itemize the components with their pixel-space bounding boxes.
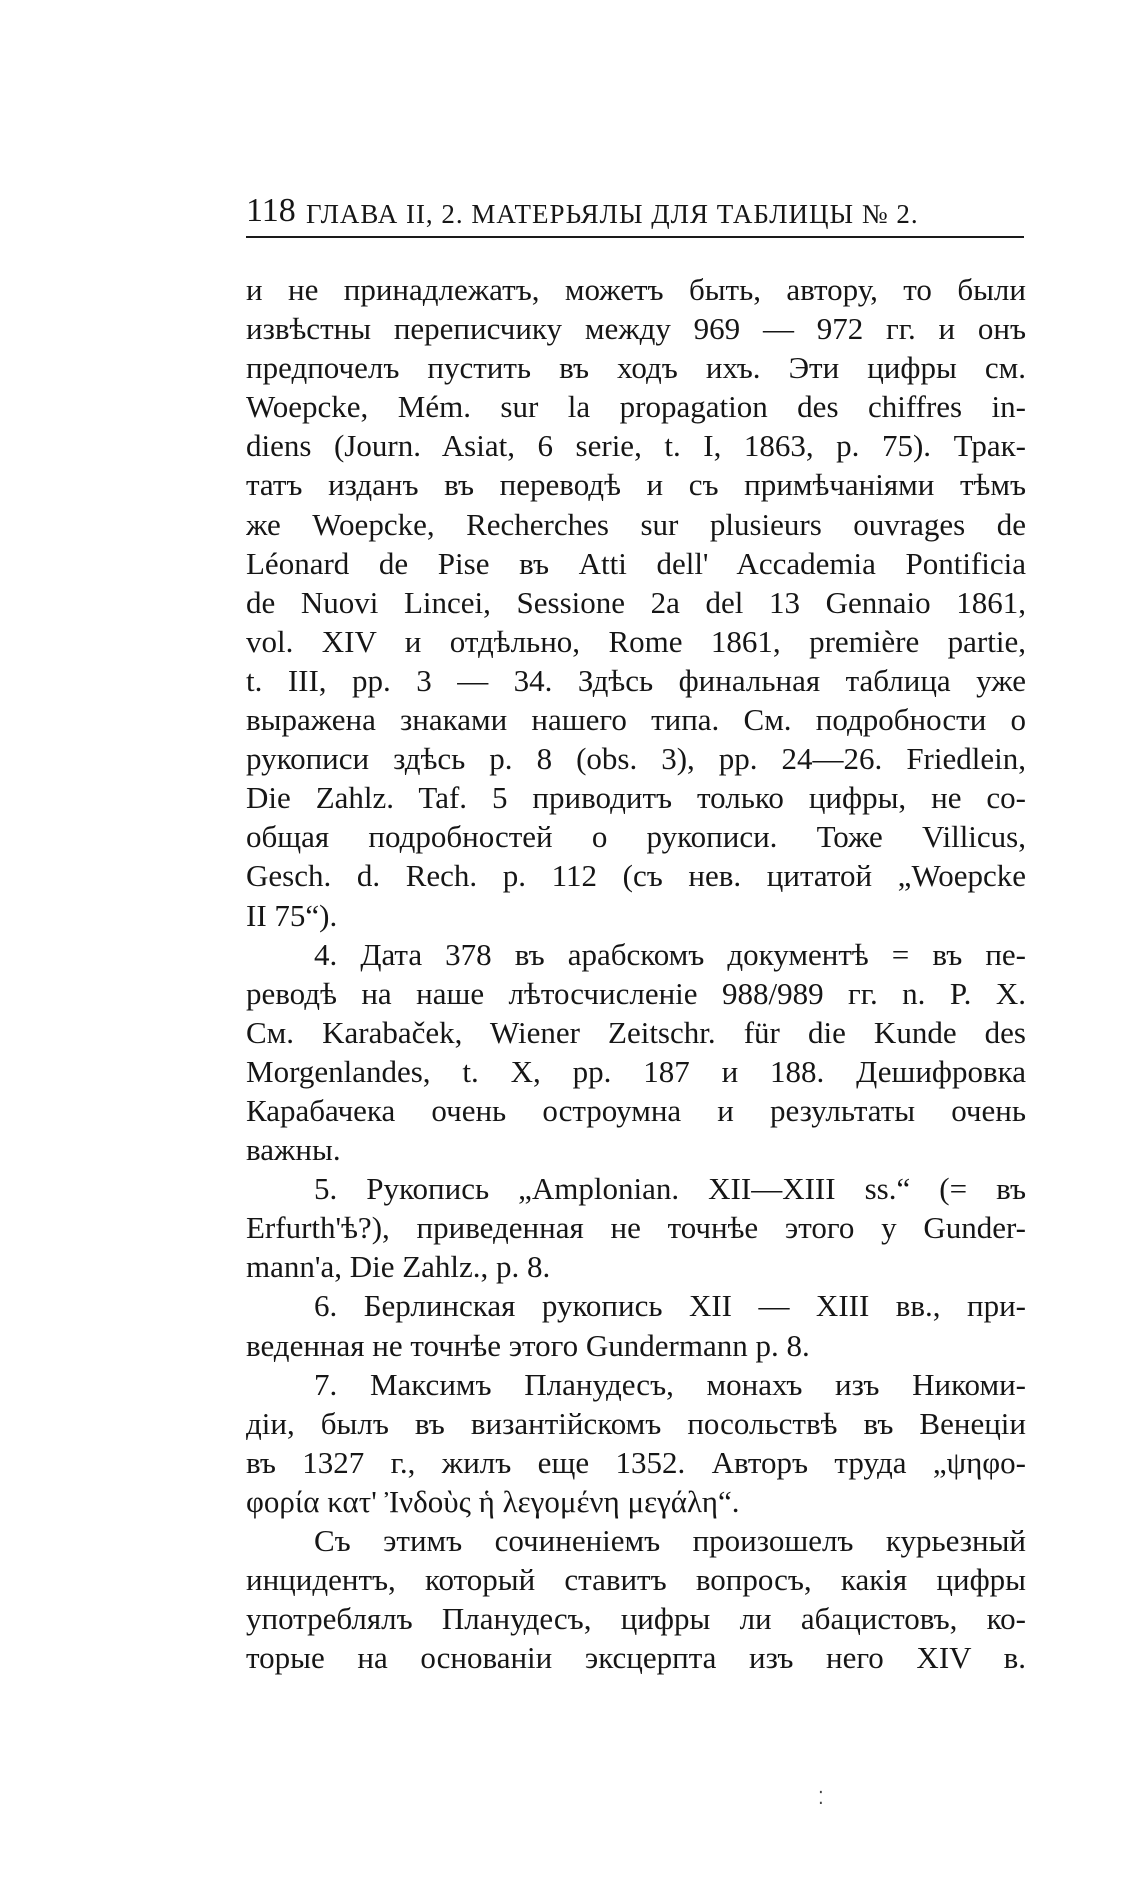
text-line: діи, былъ въ византійскомъ посольствѣ въ Венеціи — [246, 1405, 1026, 1441]
text-line: веденная не точнѣе этого Gundermann p. 8. — [246, 1327, 810, 1363]
text-line: въ 1327 г., жилъ еще 1352. Авторъ труда „ψηφο- — [246, 1444, 1026, 1480]
text-line: Morgenlandes, t. X, pp. 187 и 188. Дешифровка — [246, 1053, 1026, 1089]
text-line: же Woepcke, Recherches sur plusieurs ouvrages de — [246, 506, 1026, 542]
text-line: 7. Максимъ Планудесъ, монахъ изъ Никоми- — [314, 1366, 1026, 1402]
text-line: См. Karabaček, Wiener Zeitschr. für die Kunde des — [246, 1014, 1026, 1050]
text-line: II 75“). — [246, 897, 338, 933]
text-line: Erfurth'ѣ?), приведенная не точнѣе этого у Gunder- — [246, 1210, 1026, 1246]
text-line: реводѣ на наше лѣтосчисленіе 988/989 гг. n. P. X. — [246, 975, 1026, 1011]
text-line: t. III, pp. 3 — 34. Здѣсь финальная таблица уже — [246, 662, 1026, 698]
text-line: Woepcke, Mém. sur la propagation des chiffres in- — [246, 389, 1026, 425]
page-number: 118 — [246, 192, 296, 229]
text-line: Gesch. d. Rech. p. 112 (съ нев. цитатой „Woepcke — [246, 858, 1026, 894]
text-line: 5. Рукопись „Amplonian. XII—XIII ss.“ (= въ — [314, 1171, 1026, 1207]
text-line: общая подробностей о рукописи. Тоже Villicus, — [246, 819, 1026, 855]
body-text — [246, 270, 1026, 1677]
text-line: и не принадлежатъ, можетъ быть, автору, то были — [246, 272, 1026, 307]
page-header — [246, 192, 1024, 238]
text-line: diens (Journ. Asiat, 6 serie, t. I, 1863, p. 75). Трак- — [246, 428, 1026, 464]
stray-print-mark: ⁚ — [818, 1788, 824, 1809]
text-line: употреблялъ Планудесъ, цифры ли абацистовъ, ко- — [246, 1601, 1026, 1637]
text-line: vol. XIV и отдѣльно, Rome 1861, première partie, — [246, 623, 1026, 659]
text-line: рукописи здѣсь р. 8 (obs. 3), pp. 24—26. Friedlein, — [246, 741, 1026, 777]
text-line: 4. Дата 378 въ арабскомъ документѣ = въ пе- — [314, 936, 1026, 972]
text-line: выражена знаками нашего типа. См. подробности о — [246, 702, 1026, 738]
text-line: инцидентъ, который ставитъ вопросъ, какія цифры — [246, 1562, 1026, 1598]
text-line: извѣстны переписчику между 969 — 972 гг. и онъ — [246, 311, 1026, 347]
text-line: Die Zahlz. Taf. 5 приводитъ только цифры, не со- — [246, 780, 1026, 816]
text-line: 6. Берлинская рукопись XII — XIII вв., при- — [314, 1288, 1026, 1324]
text-line: Карабачека очень остроумна и результаты очень — [246, 1092, 1026, 1128]
text-line: Съ этимъ сочиненіемъ произошелъ курьезный — [314, 1523, 1026, 1558]
text-line: φορία κατ' Ἰνδοὺς ἡ λεγομένη μεγάλη“. — [246, 1483, 740, 1519]
text-line: татъ изданъ въ переводѣ и съ примѣчаніями тѣмъ — [246, 467, 1026, 503]
text-line: de Nuovi Lincei, Sessione 2a del 13 Gennaio 1861, — [246, 584, 1026, 620]
text-line: Léonard de Pise въ Atti dell' Accademia Pontificia — [246, 545, 1026, 581]
text-line: mann'a, Die Zahlz., p. 8. — [246, 1249, 551, 1285]
text-line: важны. — [246, 1132, 341, 1168]
running-title: ГЛАВА II, 2. МАТЕРЬЯЛЫ ДЛЯ ТАБЛИЦЫ № 2. — [306, 199, 919, 229]
text-line: предпочелъ пустить въ ходъ ихъ. Эти цифры см. — [246, 350, 1026, 386]
text-line: торые на основаніи эксцерпта изъ него XIV в. — [246, 1640, 1026, 1676]
